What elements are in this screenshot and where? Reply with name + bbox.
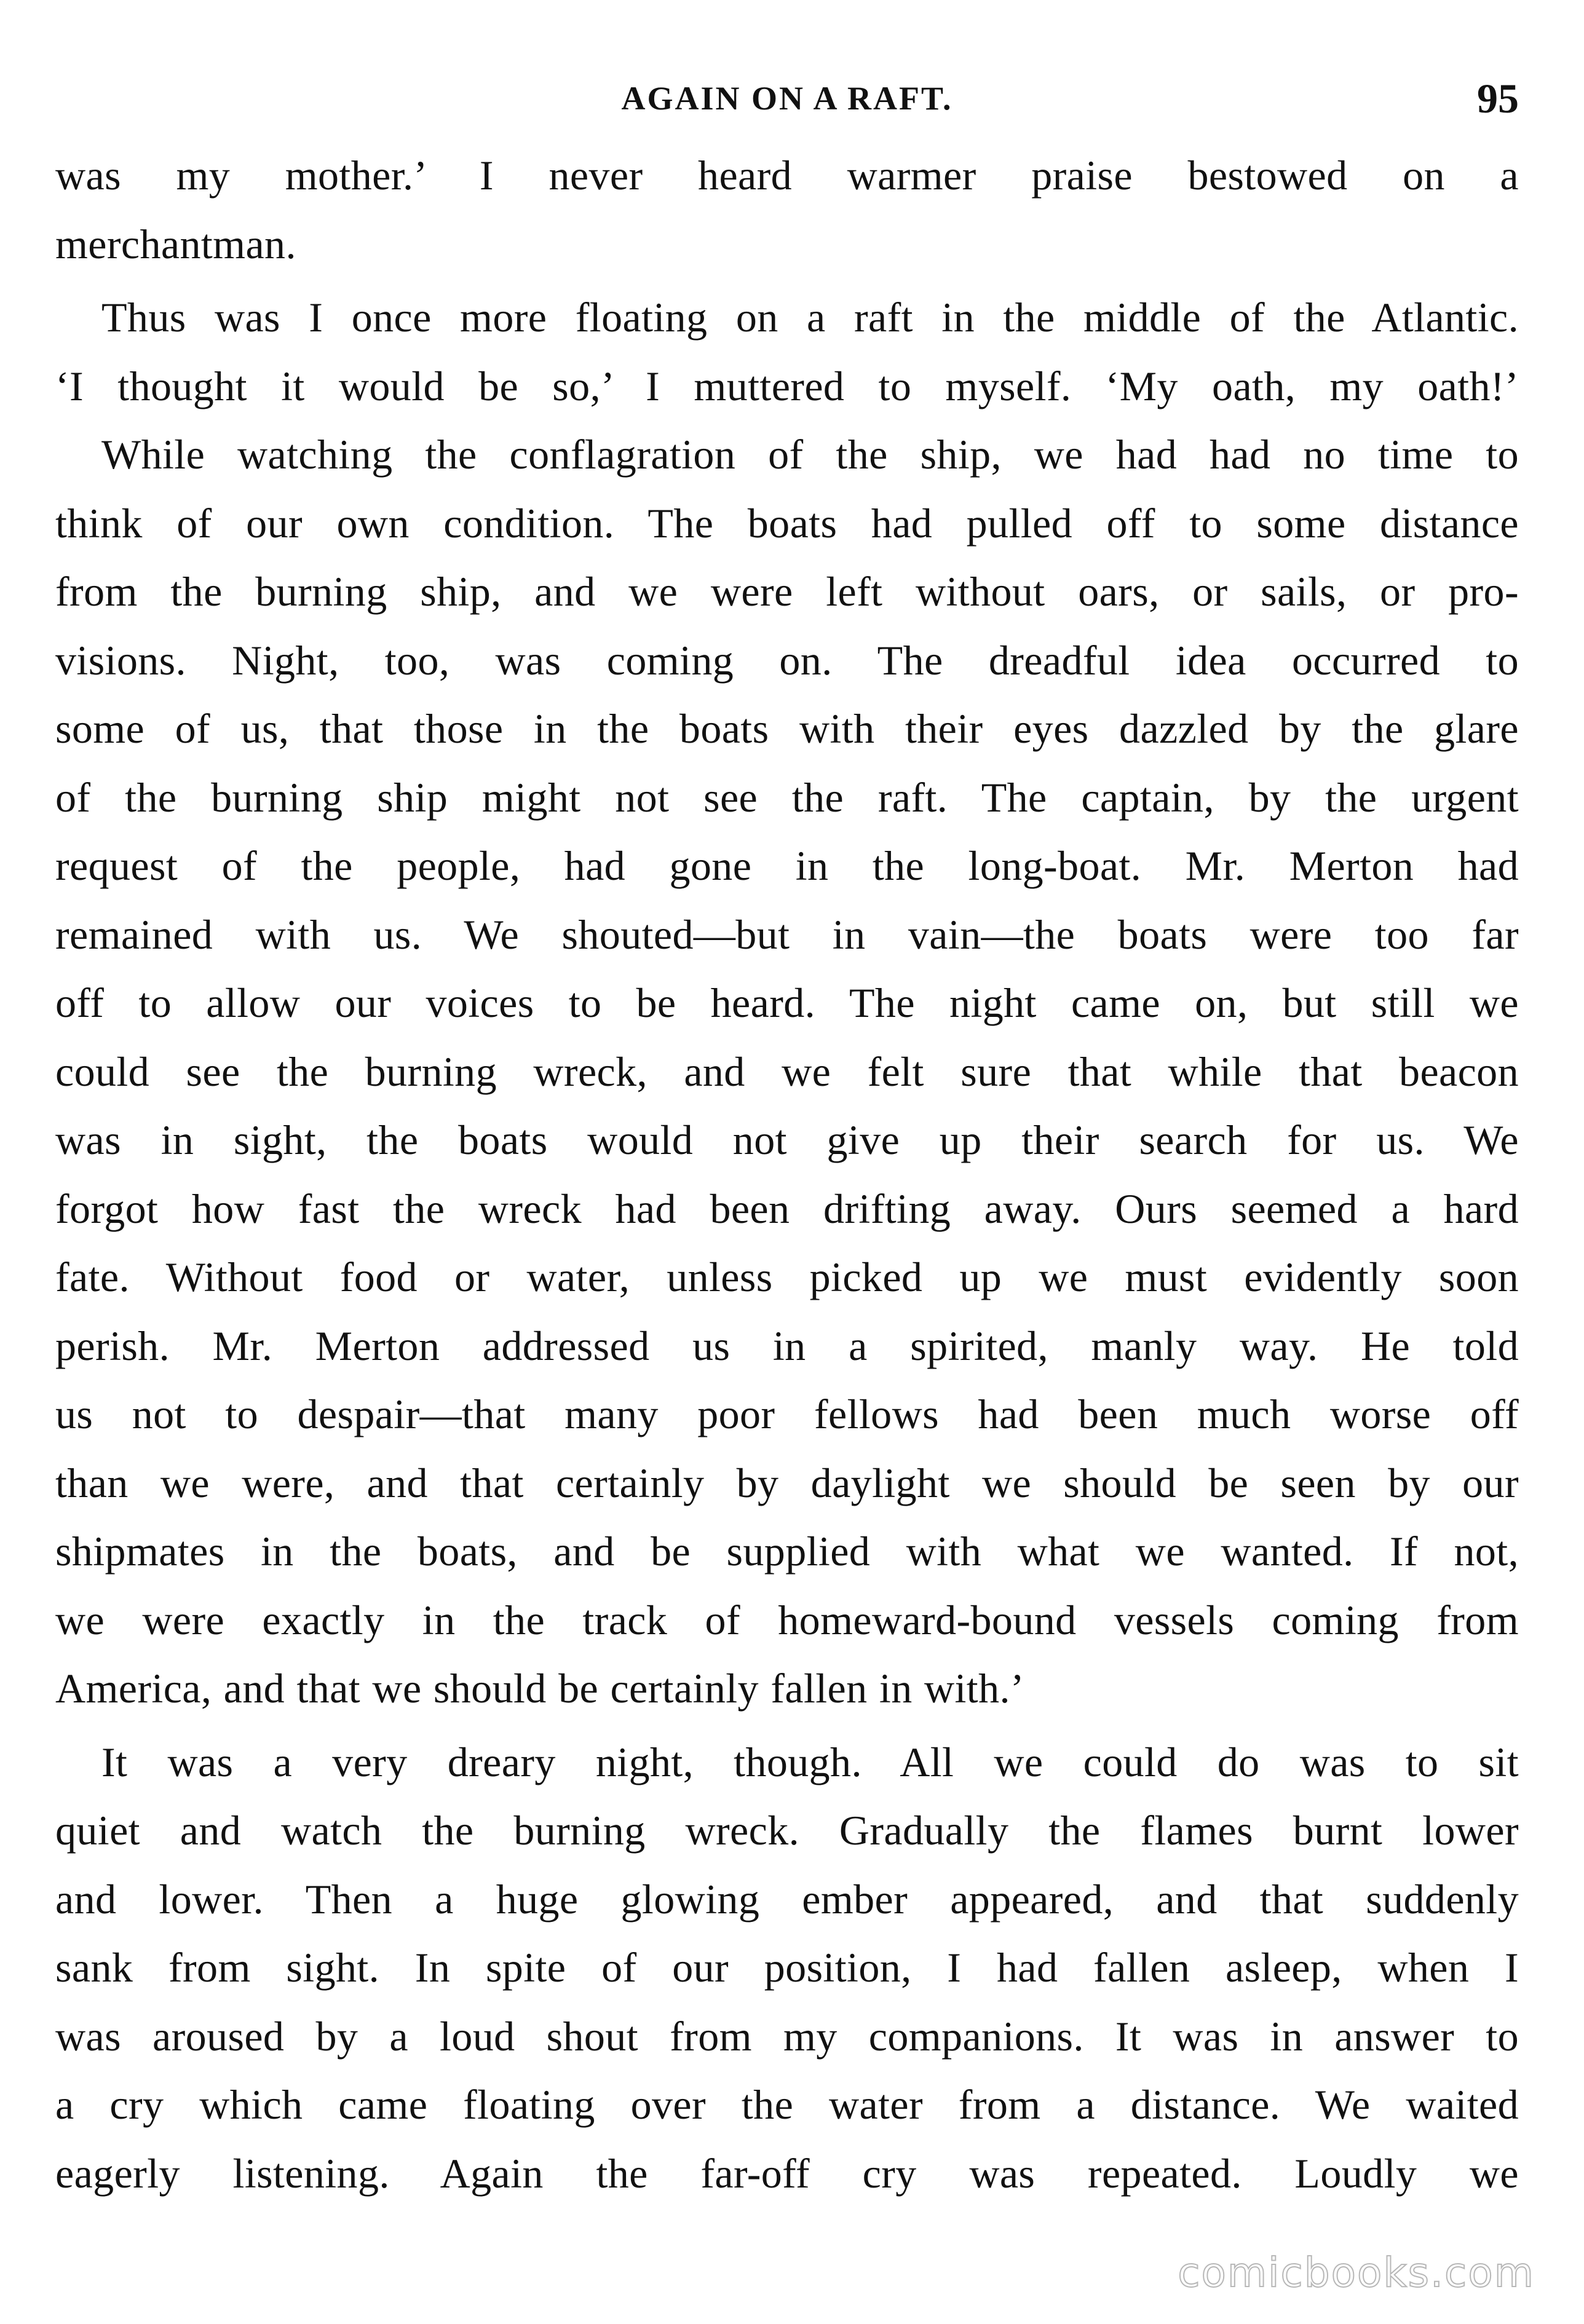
text-line: and lower. Then a huge glowing ember appeared, and that suddenly	[55, 1875, 1519, 1923]
text-line: eagerly listening. Again the far-off cry was repeated. Loudly we	[55, 2149, 1519, 2197]
text-line: we were exactly in the track of homeward-bound vessels coming from	[55, 1596, 1519, 1643]
text-line: quiet and watch the burning wreck. Gradually the flames burnt lower	[55, 1807, 1519, 1854]
text-line: ‘I thought it would be so,’ I muttered to myself. ‘My oath, my oath!’	[55, 362, 1519, 409]
text-line: us not to despair—that many poor fellows had been much worse off	[55, 1391, 1519, 1437]
text-line: perish. Mr. Merton addressed us in a spirited, manly way. He told	[55, 1322, 1519, 1369]
text-line: Thus was I once more floating on a raft in the middle of the Atlantic.	[101, 294, 1519, 341]
text-line: some of us, that those in the boats with their eyes dazzled by the glare	[55, 705, 1519, 752]
text-line: of the burning ship might not see the raft. The captain, by the urgent	[55, 773, 1519, 821]
text-line: request of the people, had gone in the long-boat. Mr. Merton had	[55, 842, 1519, 889]
text-line: visions. Night, too, was coming on. The dreadful idea occurred to	[55, 636, 1519, 684]
text-line: remained with us. We shouted—but in vain—the boats were too far	[55, 911, 1519, 958]
paragraph-1	[55, 141, 1519, 279]
text-line: It was a very dreary night, though. All we could do was to sit	[101, 1738, 1519, 1785]
text-line: fate. Without food or water, unless picked up we must evidently soon	[55, 1254, 1519, 1300]
paragraph-3	[55, 421, 1519, 1723]
running-head	[55, 68, 1519, 129]
text-line: think of our own condition. The boats had pulled off to some distance	[55, 499, 1519, 547]
text-line: sank from sight. In spite of our position, I had fallen asleep, when I	[55, 1944, 1519, 1991]
watermark: comicbooks.com	[1178, 2249, 1535, 2296]
text-line: was aroused by a loud shout from my companions. It was in answer to	[55, 2012, 1519, 2060]
running-title: AGAIN ON A RAFT.	[621, 80, 953, 117]
text-line: merchantman.	[55, 220, 296, 267]
body-text	[55, 141, 1519, 2208]
text-line: shipmates in the boats, and be supplied with what we wanted. If not,	[55, 1528, 1519, 1575]
text-line: forgot how fast the wreck had been drifting away. Ours seemed a hard	[55, 1185, 1519, 1232]
text-line: was in sight, the boats would not give up their search for us. We	[55, 1117, 1519, 1163]
text-line: could see the burning wreck, and we felt sure that while that beacon	[55, 1048, 1519, 1095]
text-line: from the burning ship, and we were left without oars, or sails, or pro-	[55, 568, 1519, 615]
text-line: off to allow our voices to be heard. The night came on, but still we	[55, 979, 1519, 1026]
text-line: While watching the conflagration of the ship, we had had no time to	[101, 431, 1519, 478]
paragraph-4	[55, 1728, 1519, 2208]
page-number: 95	[1477, 75, 1519, 122]
text-line: than we were, and that certainly by daylight we should be seen by our	[55, 1459, 1519, 1506]
text-line: a cry which came floating over the water from a distance. We waited	[55, 2081, 1519, 2128]
text-line: was my mother.’ I never heard warmer praise bestowed on a	[55, 152, 1519, 199]
paragraph-2	[55, 283, 1519, 421]
text-line: America, and that we should be certainly fallen in with.’	[55, 1665, 1024, 1712]
